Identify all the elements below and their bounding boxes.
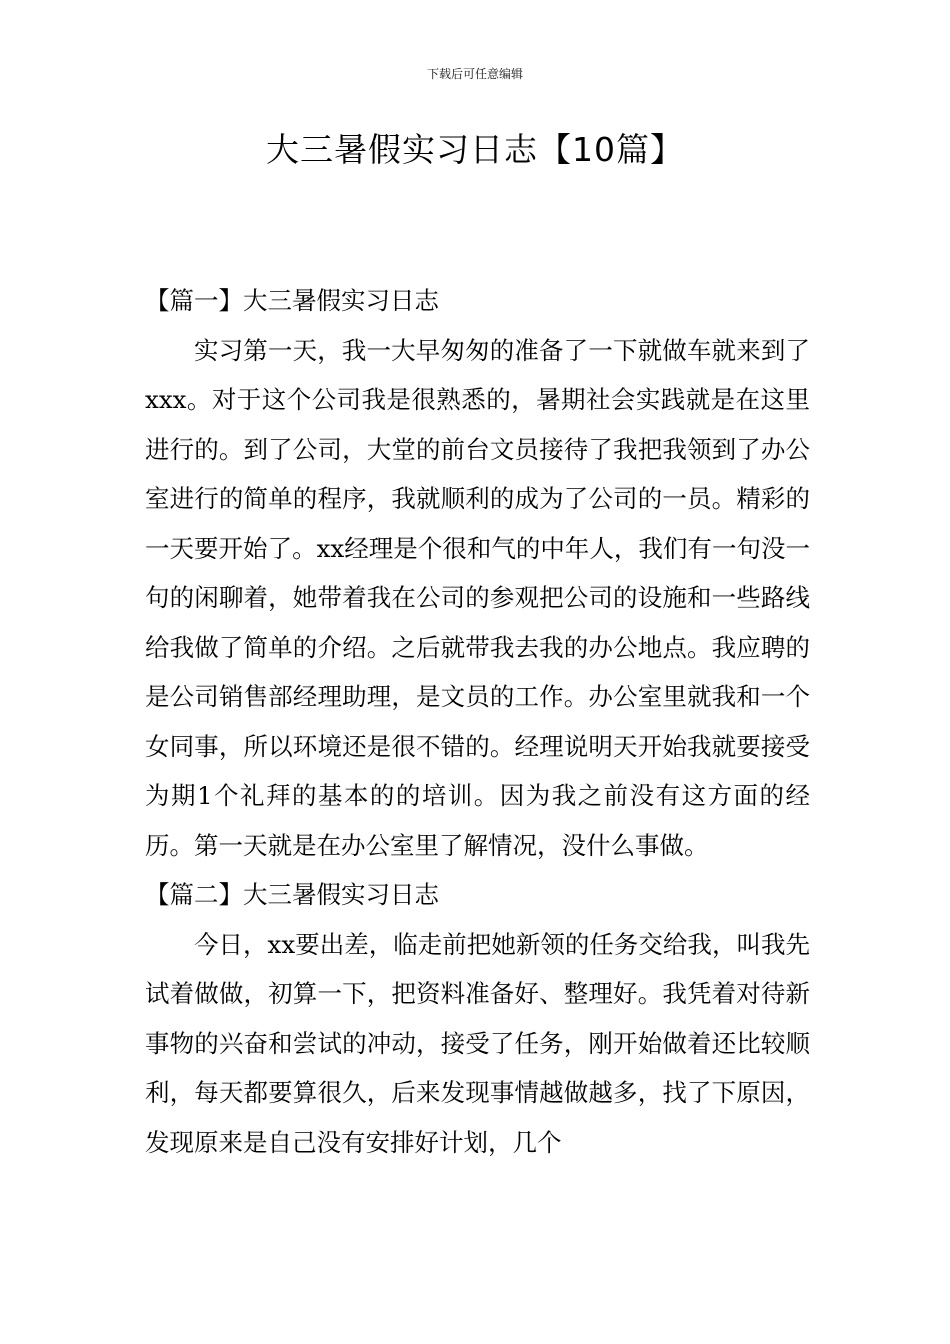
section-paragraph-1: 实习第一天，我一大早匆匆的准备了一下就做车就来到了xxx。对于这个公司我是很熟悉的，暑期社会实践就是在这里进行的。到了公司，大堂的前台文员接待了我把我领到了办公室进行的简单的程序，我就顺利的成为了公司的一员。精彩的一天要开始了。xx经理是个很和气的中年人，我们有一句没一句的闲聊着，她带着我在公司的参观把公司的设施和一些路线给我做了简单的介绍。之后就带我去我的办公地点。我应聘的是公司销售部经理助理，是文员的工作。办公室里就我和一个女同事，所以环境还是很不错的。经理说明天开始我就要接受为期1个礼拜的基本的的培训。因为我之前没有这方面的经历。第一天就是在办公室里了解情况，没什么事做。	[145, 335, 810, 860]
section-heading-1: 【篇一】大三暑假实习日志	[145, 286, 439, 315]
header-note: 下载后可任意编辑	[426, 67, 523, 81]
section-paragraph-2: 今日，xx要出差，临走前把她新领的任务交给我，叫我先试着做做，初算一下，把资料准备好、整理好。我凭着对待新事物的兴奋和尝试的冲动，接受了任务，刚开始做着还比较顺利，每天都要算很久，后来发现事情越做越多，找了下原因，发现原来是自己没有安排好计划，几个	[145, 929, 810, 1157]
document-body	[145, 276, 810, 1167]
document-title: 大三暑假实习日志【10篇】	[266, 130, 684, 169]
section-heading-2: 【篇二】大三暑假实习日志	[145, 880, 439, 909]
